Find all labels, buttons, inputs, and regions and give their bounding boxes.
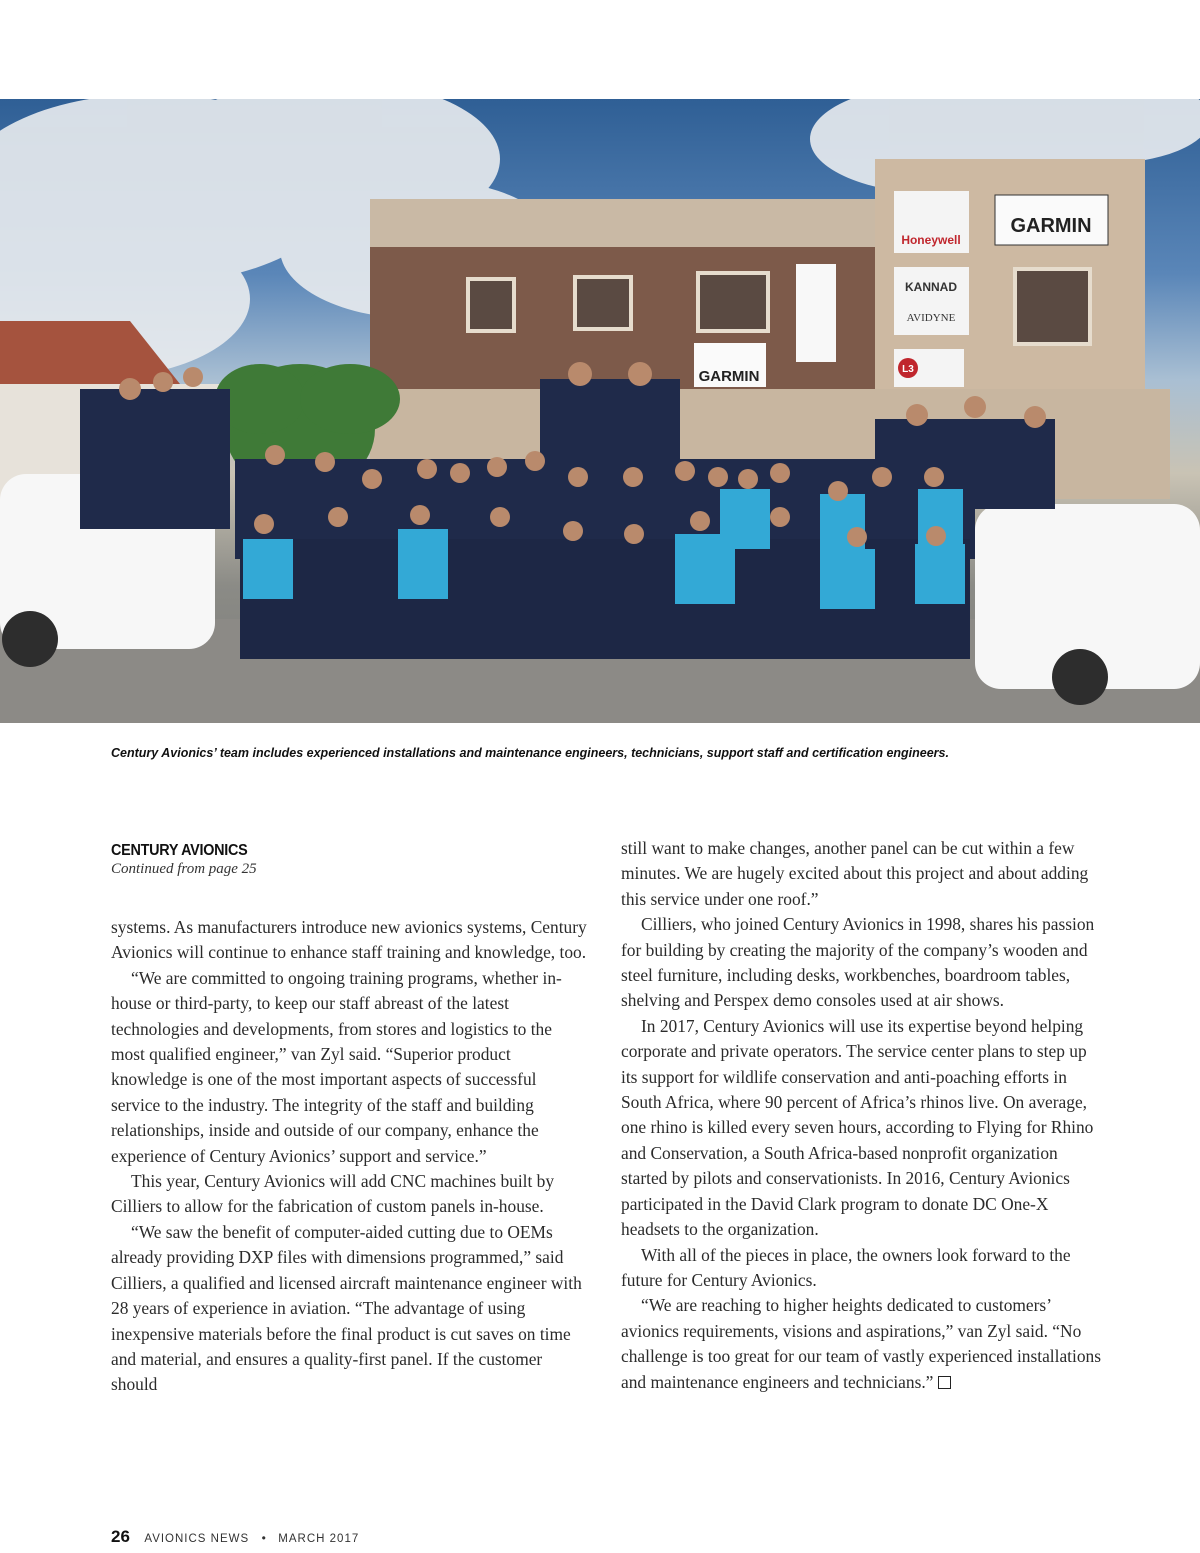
page-footer bbox=[111, 1527, 359, 1547]
vehicle-right bbox=[975, 504, 1200, 705]
paragraph: Cilliers, who joined Century Avionics in 1998, shares his passion for building by creating the majority of the company’s wooden and steel furniture, including desks, workbenches, boardroom tables, shelving and Perspex demo consoles used at air shows. bbox=[621, 914, 1095, 1011]
end-of-article-icon bbox=[938, 1376, 951, 1389]
paragraph: “We saw the benefit of computer-aided cutting due to OEMs already providing DXP files with dimensions programmed,” said Cilliers, a qualified and licensed aircraft maintenance engineer with 28 years of experience in aviation. “The advantage of using inexpensive materials before the final product is cut saves on time and material, and ensures a quality-first panel. If the customer should bbox=[111, 1221, 582, 1395]
article-header bbox=[111, 842, 263, 878]
sign-garmin-small: GARMIN bbox=[698, 368, 760, 385]
publication-name: AVIONICS NEWS bbox=[144, 1533, 250, 1545]
paragraph: This year, Century Avionics will add CNC machines built by Cilliers to allow for the fabrication of custom panels in-house. bbox=[111, 1171, 555, 1217]
building-top-band bbox=[370, 199, 890, 247]
paragraph: With all of the pieces in place, the owners look forward to the future for Century Avionics. bbox=[621, 1244, 1071, 1290]
sign-honeywell: Honeywell bbox=[901, 233, 961, 247]
paragraph-final-text: “We are reaching to higher heights dedicated to customers’ avionics requirements, visions and aspirations,” van Zyl said. “No challenge is too great for our team of vastly experienced installations and maintenance engineers and technicians.” bbox=[621, 1295, 1102, 1392]
team-photo-illustration bbox=[0, 99, 1200, 723]
sign-l3: L3 bbox=[902, 364, 914, 375]
sign-avidyne: AVIDYNE bbox=[906, 312, 956, 324]
paragraph: systems. As manufacturers introduce new avionics systems, Century Avionics will continue to enhance staff training and knowledge, too. bbox=[111, 917, 587, 963]
page-number: 26 bbox=[111, 1527, 130, 1546]
sign-kannad: KANNAD bbox=[905, 280, 957, 294]
paragraph-final bbox=[621, 1293, 1101, 1395]
photo-caption: Century Avionics’ team includes experienced installations and maintenance engineers, technicians, support staff and certification engineers. bbox=[111, 746, 949, 760]
paragraph: still want to make changes, another panel can be cut within a few minutes. We are hugely excited about this project and about adding this service under one roof.” bbox=[621, 838, 1089, 909]
team-photo bbox=[0, 99, 1200, 723]
article-column-right bbox=[621, 836, 1101, 1395]
article-title: CENTURY AVIONICS bbox=[111, 842, 248, 859]
continued-note: Continued from page 25 bbox=[111, 861, 257, 877]
bullet-separator-icon: • bbox=[261, 1531, 266, 1545]
paragraph: In 2017, Century Avionics will use its expertise beyond helping corporate and private operators. The service center plans to step up its support for wildlife conservation and anti-poaching efforts in South Africa, where 90 percent of Africa’s rhinos live. On average, one rhino is killed every seven hours, according to Flying for Rhino and Conservation, a South Africa-based nonprofit organization started by pilots and conservationists. In 2016, Century Avionics participated in the David Clark program to donate DC One-X headsets to the organization. bbox=[621, 1015, 1094, 1240]
issue-date: MARCH 2017 bbox=[278, 1533, 360, 1545]
sign-garmin-large: GARMIN bbox=[1010, 215, 1092, 237]
paragraph: “We are committed to ongoing training programs, whether in-house or third-party, to keep our staff abreast of the latest technologies and developments, from stores and logistics to the most qualified engineer,” van Zyl said. “Superior product knowledge is one of the most important aspects of successful service to the industry. The integrity of the staff and building relationships, inside and outside of our company, enhance the experience of Century Avionics’ support and service.” bbox=[111, 967, 562, 1166]
article-column-left bbox=[111, 915, 589, 1398]
